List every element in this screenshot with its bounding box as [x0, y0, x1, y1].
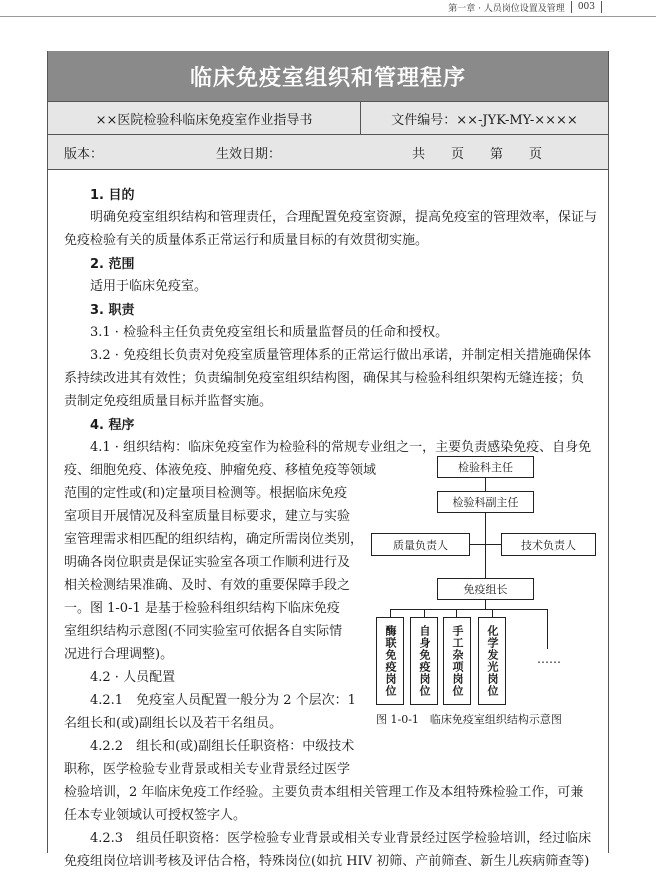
paragraph-line: 室管理需求相匹配的组织结构，确定所需岗位类别，	[64, 532, 364, 547]
section-heading: 2. 范围	[90, 257, 135, 272]
pages-label: 共 页 第 页	[412, 146, 543, 162]
paragraph-line: 任本专业领域认可授权签字人。	[64, 808, 247, 823]
paragraph-line: 范围的定性或(和)定量项目检测等。根据临床免疫	[64, 486, 348, 501]
effective-date-label: 生效日期：	[216, 146, 282, 162]
org-box-quality: 质量负责人	[371, 533, 470, 556]
paragraph-line: 况进行合理调整)。	[64, 647, 174, 662]
paragraph-line: 名组长和(或)副组长以及若干名组员。	[64, 716, 283, 731]
paragraph-line: 责制定免疫组质量目标并监督实施。	[64, 394, 273, 409]
paragraph-line: 适用于临床免疫室。	[90, 279, 208, 294]
document-title: 临床免疫室组织和管理程序	[48, 51, 608, 102]
org-box-post: 自身免疫岗位	[410, 617, 438, 705]
org-box-technical: 技术负责人	[501, 533, 596, 556]
paragraph-line: 疫、细胞免疫、体液免疫、肿瘤免疫、移植免疫等领域	[64, 463, 377, 478]
running-header-divider	[571, 1, 572, 13]
running-header	[448, 0, 608, 14]
guide-name: ××医院检验科临床免疫室作业指导书	[48, 102, 361, 134]
version-label: 版本：	[64, 146, 104, 162]
header-rule	[0, 16, 656, 17]
running-header-divider	[601, 1, 602, 13]
document-meta-row	[48, 135, 608, 170]
paragraph-line: 职称，医学检验专业背景或相关专业背景经过医学	[64, 762, 351, 777]
paragraph-line: 4.2 · 人员配置	[90, 670, 176, 685]
paragraph-line: 室组织结构示意图(不同实验室可依据各自实际情	[64, 624, 343, 639]
paragraph-line: 明确免疫室组织结构和管理责任，合理配置免疫室资源，提高免疫室的管理效率，保证与	[90, 210, 598, 225]
paragraph-line: 4.2.2 组长和(或)副组长任职资格：中级技术	[90, 739, 355, 754]
figure-caption: 图 1-0-1 临床免疫室组织结构示意图	[376, 713, 562, 726]
org-box-director: 检验科主任	[437, 456, 534, 478]
paragraph-line: 免疫组岗位培训考核及评估合格，特殊岗位(如抗 HIV 初筛、产前筛查、新生儿疾病筛查等)	[64, 854, 590, 869]
org-box-leader: 免疫组长	[437, 578, 534, 600]
org-box-post: 酶联免疫岗位	[376, 617, 404, 705]
paragraph-line: 4.1 · 组织结构：临床免疫室作为检验科的常规专业组之一，主要负责感染免疫、自身免	[90, 440, 592, 455]
document-sheet	[47, 51, 609, 869]
running-header-page: 003	[577, 2, 595, 12]
org-box-deputy: 检验科副主任	[437, 491, 534, 513]
paragraph-line: 室项目开展情况及科室质量目标要求，建立与实验	[64, 509, 351, 524]
section-heading: 1. 目的	[90, 188, 135, 203]
paragraph-line: 免疫检验有关的质量体系正常运行和质量目标的有效贯彻实施。	[64, 233, 429, 248]
paragraph-line: 明确各岗位职责是保证实验室各项工作顺利进行及	[64, 555, 351, 570]
document-info-row	[48, 102, 608, 135]
paragraph-line: 相关检测结果准确、及时、有效的重要保障手段之	[64, 578, 351, 593]
paragraph-line: 4.2.1 免疫室人员配置一般分为 2 个层次：1	[90, 693, 356, 708]
running-header-chapter: 第一章 · 人员岗位设置及管理	[448, 3, 565, 14]
paragraph-line: 3.2 · 免疫组长负责对免疫室质量管理体系的正常运行做出承诺，并制定相关措施确保体	[90, 348, 592, 363]
org-more-ellipsis: ……	[537, 652, 561, 666]
paragraph-line: 系持续改进其有效性；负责编制免疫室组织结构图，确保其与检验科组织架构无缝连接；负	[64, 371, 585, 386]
section-heading: 3. 职责	[90, 303, 135, 318]
org-box-post: 化学发光岗位	[478, 617, 506, 705]
paragraph-line: 3.1 · 检验科主任负责免疫室组长和质量监督员的任命和授权。	[90, 325, 449, 340]
paragraph-line: 一。图 1-0-1 是基于检验科组织结构下临床免疫	[64, 601, 340, 616]
paragraph-line: 4.2.3 组员任职资格：医学检验专业背景或相关专业背景经过医学检验培训，经过临床	[90, 831, 592, 846]
doc-number: 文件编号：××-JYK-MY-××××	[391, 112, 578, 128]
org-box-post: 手工杂项岗位	[443, 617, 471, 705]
section-heading: 4. 程序	[90, 418, 135, 433]
paragraph-line: 检验培训，2 年临床免疫工作经验。主要负责本组相关管理工作及本组特殊检验工作，可兼	[64, 785, 584, 800]
